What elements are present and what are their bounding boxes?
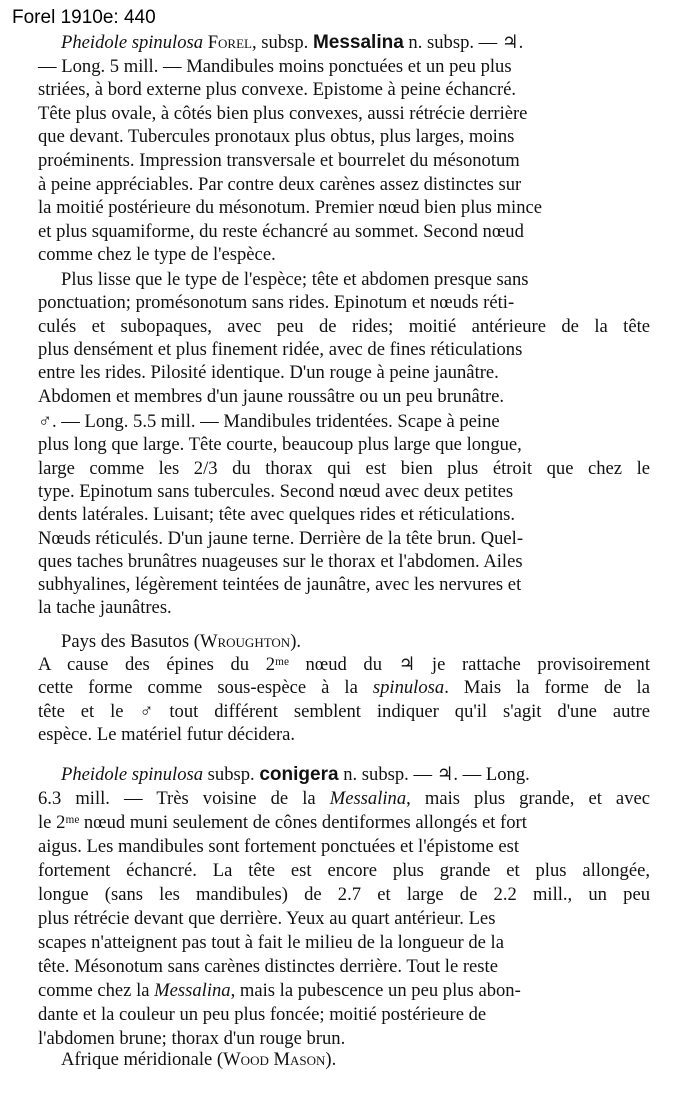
- text-segment: cette forme comme sous-espèce à la: [38, 677, 373, 699]
- text-segment: fortement échancré. La tête est encore plus grande et plus allongée,: [38, 860, 650, 881]
- text-segment: que devant. Tubercules pronotaux plus obtus, plus larges, moins: [38, 126, 515, 148]
- text-line: [38, 787, 650, 811]
- text-line: [38, 78, 516, 102]
- text-segment: tête. Mésonotum sans carènes distinctes derrière. Tout le reste: [38, 956, 498, 977]
- text-segment: Wroughton: [199, 631, 291, 652]
- text-line: [38, 1003, 486, 1027]
- text-segment: plus densément et plus finement ridée, avec de fines réticulations: [38, 338, 523, 360]
- text-line: [38, 125, 514, 149]
- page-header: Forel 1910e: 440: [12, 7, 156, 28]
- text-segment: le 2ᵐᵉ nœud muni seulement de cônes dentiformes allongés et fort: [38, 812, 527, 833]
- text-line: [38, 291, 514, 315]
- text-segment: aigus. Les mandibules sont fortement ponctuées et l'épistome est: [38, 836, 519, 857]
- text-segment: ).: [325, 1049, 337, 1070]
- text-segment: 6.3 mill. — Très voisine de la: [38, 788, 330, 809]
- text-segment: dante et la couleur un peu plus foncée; moitié postérieure de: [38, 1004, 487, 1025]
- text-segment: comme chez la: [38, 980, 155, 1001]
- text-segment: subsp.: [203, 764, 260, 785]
- text-line: [38, 811, 527, 835]
- text-line: [38, 361, 499, 385]
- text-line: [38, 883, 650, 907]
- text-segment: l'abdomen brune; thorax d'un rouge brun.: [38, 1028, 346, 1049]
- text-line: [38, 955, 498, 979]
- text-line: [38, 550, 523, 574]
- text-segment: subhyalines, légèrement teintées de jaunâtre, avec les nervures et: [38, 574, 522, 596]
- text-segment: entre les rides. Pilosité identique. D'un rouge à peine jaunâtre.: [38, 362, 499, 384]
- text-segment: Pheidole spinulosa: [61, 764, 204, 785]
- text-segment: conigera: [259, 764, 339, 785]
- text-segment: culés et subopaques, avec peu de rides; moitié antérieure de la tête: [38, 315, 650, 337]
- text-line: [38, 676, 650, 700]
- text-line: [61, 268, 529, 292]
- text-segment: n. subsp. — ♃.: [403, 32, 524, 53]
- text-line: [38, 527, 523, 551]
- text-segment: proéminents. Impression transversale et bourrelet du mésonotum: [38, 150, 520, 171]
- text-segment: dents latérales. Luisant; tête avec quelques rides et réticulations.: [38, 504, 516, 526]
- text-segment: et plus squamiforme, du reste échancré au sommet. Second nœud: [38, 220, 524, 242]
- text-line: [61, 31, 523, 55]
- text-segment: ques taches brunâtres nuageuses sur le thorax et l'abdomen. Ailes: [38, 550, 523, 572]
- text-line: [38, 653, 650, 677]
- text-line: [38, 723, 295, 747]
- text-line: [61, 630, 301, 654]
- text-line: [38, 338, 522, 362]
- text-line: [38, 385, 504, 409]
- text-line: [38, 931, 504, 955]
- text-line: [61, 1048, 336, 1072]
- text-segment: tête et le ♂ tout différent semblent indiquer qu'il s'agit d'une autre: [38, 700, 650, 722]
- text-segment: à peine appréciables. Par contre deux carènes assez distinctes sur: [38, 173, 522, 195]
- text-segment: espèce. Le matériel futur décidera.: [38, 723, 296, 745]
- text-segment: Nœuds réticulés. D'un jaune terne. Derrière de la tête brun. Quel-: [38, 527, 524, 549]
- text-line: [38, 55, 512, 79]
- text-line: [38, 859, 650, 883]
- text-line: [38, 315, 650, 339]
- text-line: [38, 243, 276, 267]
- text-line: [38, 220, 524, 244]
- text-line: [38, 503, 515, 527]
- text-segment: Messalina: [329, 788, 407, 809]
- text-segment: , mais la pubescence un peu plus abon-: [230, 980, 521, 1001]
- text-segment: A cause des épines du 2ᵐᵉ nœud du ♃ je rattache provisoirement: [38, 654, 650, 675]
- text-segment: Afrique méridionale (: [61, 1049, 224, 1070]
- text-segment: Pheidole spinulosa: [61, 32, 204, 53]
- text-line: [38, 480, 513, 504]
- text-segment: Messalina: [154, 980, 231, 1001]
- text-segment: Abdomen et membres d'un jaune roussâtre ou un peu brunâtre.: [38, 385, 504, 407]
- text-segment: comme chez le type de l'espèce.: [38, 244, 276, 266]
- text-line: [61, 763, 530, 787]
- text-line: [38, 907, 495, 931]
- text-segment: large comme les 2/3 du thorax qui est bien plus étroit que chez le: [38, 457, 650, 479]
- text-segment: striées, à bord externe plus convexe. Epistome à peine échancré.: [38, 79, 517, 101]
- text-line: [38, 979, 521, 1003]
- text-line: [38, 410, 500, 434]
- text-segment: Tête plus ovale, à côtés bien plus convexes, aussi rétrécie derrière: [38, 102, 528, 124]
- text-line: [38, 835, 519, 859]
- text-segment: ♂. — Long. 5.5 mill. — Mandibules tridentées. Scape à peine: [38, 411, 500, 432]
- text-segment: , subsp.: [251, 32, 313, 53]
- text-segment: plus long que large. Tête courte, beaucoup plus large que longue,: [38, 434, 522, 456]
- text-segment: — Long. 5 mill. — Mandibules moins ponctuées et un peu plus: [38, 55, 512, 77]
- text-segment: n. subsp. — ♃. — Long.: [338, 764, 530, 785]
- text-line: [38, 173, 521, 197]
- text-segment: ponctuation; promésonotum sans rides. Epinotum et nœuds réti-: [38, 292, 515, 314]
- text-segment: longue (sans les mandibules) de 2.7 et large de 2.2 mill., un peu: [38, 884, 650, 905]
- text-line: [38, 196, 542, 220]
- text-segment: Wood Mason: [223, 1049, 326, 1070]
- text-segment: la moitié postérieure du mésonotum. Premier nœud bien plus mince: [38, 197, 542, 219]
- text-line: [38, 433, 522, 457]
- text-segment: type. Epinotum sans tubercules. Second nœud avec deux petites: [38, 480, 514, 502]
- text-line: [38, 102, 527, 126]
- text-line: [38, 457, 650, 481]
- text-segment: Pays des Basutos (: [61, 631, 200, 652]
- text-segment: , mais plus grande, et avec: [406, 788, 650, 809]
- text-line: [38, 596, 172, 620]
- text-line: [38, 573, 521, 597]
- text-segment: Plus lisse que le type de l'espèce; tête et abdomen presque sans: [61, 269, 529, 290]
- text-segment: Messalina: [312, 32, 404, 53]
- text-segment: plus rétrécie devant que derrière. Yeux au quart antérieur. Les: [38, 908, 496, 929]
- text-segment: la tache jaunâtres.: [38, 597, 172, 619]
- text-line: [38, 149, 520, 173]
- text-segment: Forel: [207, 32, 252, 53]
- text-line: [38, 700, 650, 724]
- text-segment: ).: [290, 631, 302, 652]
- text-segment: . Mais la forme de la: [444, 677, 650, 699]
- text-segment: spinulosa: [372, 677, 445, 699]
- text-segment: scapes n'atteignent pas tout à fait le milieu de la longueur de la: [38, 932, 504, 953]
